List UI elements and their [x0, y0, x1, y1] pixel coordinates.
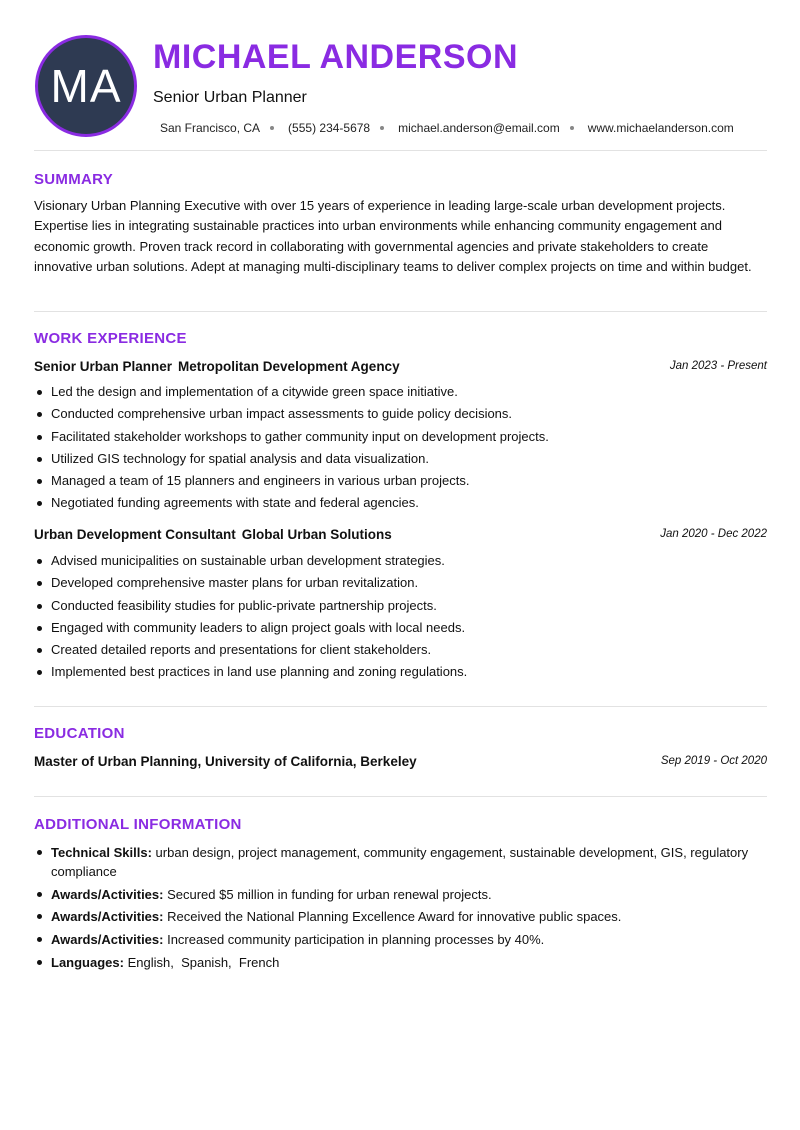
- list-item: [34, 907, 767, 926]
- job-bullets: [34, 553, 767, 687]
- info-label: Awards/Activities:: [51, 886, 164, 902]
- separator-dot: [270, 126, 274, 130]
- job-header: [34, 527, 767, 542]
- job-bullets: [34, 384, 767, 518]
- experience-heading: WORK EXPERIENCE: [34, 330, 187, 347]
- education-date: Sep 2019 - Oct 2020: [660, 755, 767, 767]
- divider: [34, 311, 767, 312]
- list-item: [34, 930, 767, 949]
- education-heading: EDUCATION: [34, 725, 125, 742]
- list-item: Created detailed reports and presentations for client stakeholders.: [34, 642, 767, 658]
- contact-email[interactable]: michael.anderson@email.com: [398, 121, 560, 135]
- list-item: [34, 953, 767, 972]
- info-label: Awards/Activities:: [51, 909, 164, 924]
- contact-website[interactable]: www.michaelanderson.com: [587, 121, 734, 135]
- list-item: Engaged with community leaders to align project goals with local needs.: [34, 620, 767, 636]
- divider: [34, 796, 767, 797]
- job-company: Global Urban Solutions: [241, 527, 392, 542]
- candidate-title: Senior Urban Planner: [153, 89, 307, 106]
- info-label: Awards/Activities:: [51, 931, 164, 947]
- avatar-initials: MA: [50, 60, 122, 112]
- separator-dot: [570, 126, 574, 130]
- info-label: Languages:: [51, 954, 124, 970]
- additional-info-list: [34, 843, 767, 975]
- divider: [34, 150, 767, 151]
- contact-phone: (555) 234-5678: [288, 121, 371, 135]
- job-role: Urban Development Consultant: [34, 527, 236, 542]
- candidate-name: MICHAEL ANDERSON: [153, 38, 519, 76]
- contact-location: San Francisco, CA: [160, 121, 261, 135]
- job-role: Senior Urban Planner: [34, 359, 173, 374]
- list-item: Developed comprehensive master plans for urban revitalization.: [34, 575, 767, 591]
- info-text: Received the National Planning Excellence Award for innovative public spaces.: [167, 909, 622, 924]
- list-item: Led the design and implementation of a citywide green space initiative.: [34, 384, 767, 400]
- list-item: Negotiated funding agreements with state and federal agencies.: [34, 495, 767, 511]
- list-item: Conducted feasibility studies for public-private partnership projects.: [34, 598, 767, 614]
- info-text: English, Spanish, French: [127, 954, 280, 970]
- additional-heading: ADDITIONAL INFORMATION: [34, 816, 242, 833]
- education-degree: Master of Urban Planning, University of California, Berkeley: [34, 754, 417, 769]
- summary-text: Visionary Urban Planning Executive with over 15 years of experience in leading large-scale urban development projects. Expertise lies in integrating sustainable practices into urban environments while enhancing community engagement and economic growth. Proven track record in collaborating with governmental agencies and private stakeholders to create innovative urban solutions. Adept at managing multi-disciplinary teams to deliver complex projects on time and within budget.: [34, 198, 752, 274]
- contact-info: [160, 121, 734, 135]
- list-item: Facilitated stakeholder workshops to gather community input on development projects.: [34, 429, 767, 445]
- info-text: urban design, project management, community engagement, sustainable development, GIS, regulatory compliance: [51, 845, 749, 879]
- info-label: Technical Skills:: [51, 845, 152, 860]
- job-date: Jan 2023 - Present: [669, 360, 767, 372]
- list-item: Managed a team of 15 planners and engineers in various urban projects.: [34, 473, 767, 489]
- job-header: [34, 359, 767, 374]
- divider: [34, 706, 767, 707]
- list-item: Advised municipalities on sustainable urban development strategies.: [34, 553, 767, 569]
- info-text: Secured $5 million in funding for urban renewal projects.: [167, 886, 492, 902]
- education-entry: [34, 754, 767, 769]
- summary-heading: SUMMARY: [34, 171, 114, 188]
- job-date: Jan 2020 - Dec 2022: [660, 528, 767, 540]
- list-item: Utilized GIS technology for spatial analysis and data visualization.: [34, 451, 767, 467]
- separator-dot: [380, 126, 384, 130]
- info-text: Increased community participation in planning processes by 40%.: [167, 931, 545, 947]
- resume-header: [0, 0, 800, 150]
- avatar: [35, 35, 137, 137]
- list-item: [34, 843, 767, 881]
- list-item: Conducted comprehensive urban impact assessments to guide policy decisions.: [34, 406, 767, 422]
- list-item: Implemented best practices in land use planning and zoning regulations.: [34, 664, 767, 680]
- job-company: Metropolitan Development Agency: [178, 359, 400, 374]
- list-item: [34, 885, 767, 904]
